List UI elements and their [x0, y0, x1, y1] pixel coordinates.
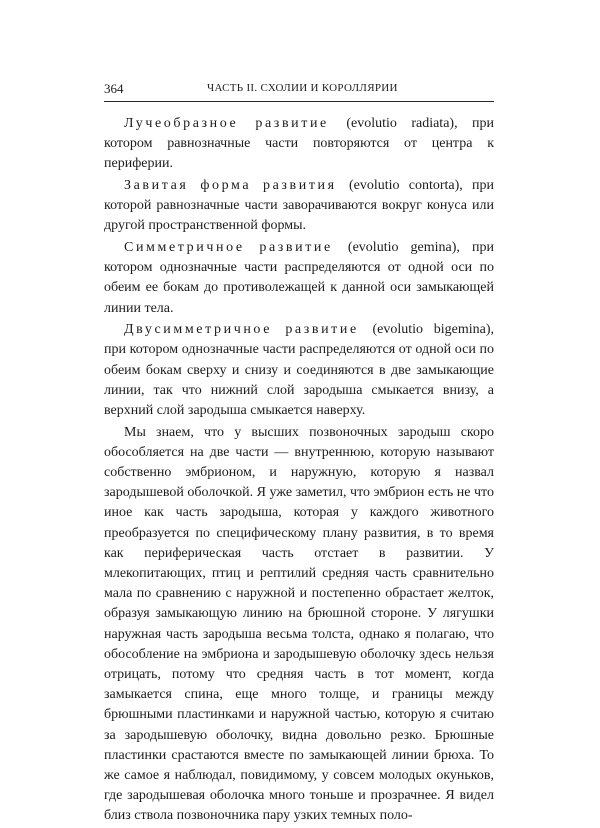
definition-term: Двусимметричное развитие: [124, 322, 359, 338]
running-title: ЧАСТЬ II. СХОЛИИ И КОРОЛЛЯРИИ: [207, 82, 398, 94]
page-header: [104, 79, 494, 102]
definition-term: Лучеобразное развитие: [124, 116, 329, 131]
definition-text: (evolutio radiata), при котором равнозначные части повторяются от центра к периферии.: [104, 116, 495, 172]
definition-paragraph: [104, 176, 494, 237]
definition-text: (evolutio contorta), при которой равнозначные части заворачиваются вокруг конуса или другой пространственной формы.: [104, 178, 495, 234]
definition-paragraph: [104, 320, 494, 421]
definition-paragraph: [104, 114, 494, 175]
page-number: 364: [104, 81, 124, 96]
definition-paragraph: [104, 238, 494, 319]
definition-term: Симметричное развитие: [124, 240, 333, 255]
body-text: [104, 114, 494, 828]
main-paragraph: Мы знаем, что у высших позвоночных зародыш скоро обособляется на две части — внутреннюю, которую называют собственно эмбрионом, и наружную, которую я назвал зародышевой оболочкой. Я уже заметил, что эмбрион есть не что иное как часть зародыша, которая у каждого животного преобразуется по специфическому плану развития, в то время как периферическая часть отстает в развитии. У млекопитающих, птиц и рептилий средняя часть сравнительно мала по сравнению с наружной и постепенно обрастает желток, образуя замыкающую линию на брюшной стороне. У лягушки наружная часть зародыша весьма толста, однако я полагаю, что обособление на эмбриона и зародышевую оболочку здесь нельзя отрицать, потому что средняя часть в тот момент, когда замыкается спина, еще много толще, и границы между брюшными пластинками и наружной частью, которую я считаю за зародышевую оболочку, видна довольно резко. Брюшные пластинки срастаются вместе по замыкающей линии брюха. То же самое я наблюдал, повидимому, у совсем молодых окуньков, где зародышевая оболочка много тоньше и прозрачнее. Я видел близ ствола позвоночника пару узких темных поло-: [104, 424, 494, 824]
definition-term: Завитая форма развития: [124, 178, 337, 193]
definition-text: (evolutio gemina), при котором однозначные части распределяются от одной оси по обеим ее бокам до противолежащей к данной оси замыкающей линии тела.: [104, 240, 494, 316]
definition-text: (evolutio bigemina), при котором однозначные части распределяются от одной оси по обеим бокам сверху и снизу и соединяются в две замыкающие линии, так что нижний слой зародыша смыкается внизу, а верхний слой зародыша смыкается наверху.: [104, 322, 495, 419]
